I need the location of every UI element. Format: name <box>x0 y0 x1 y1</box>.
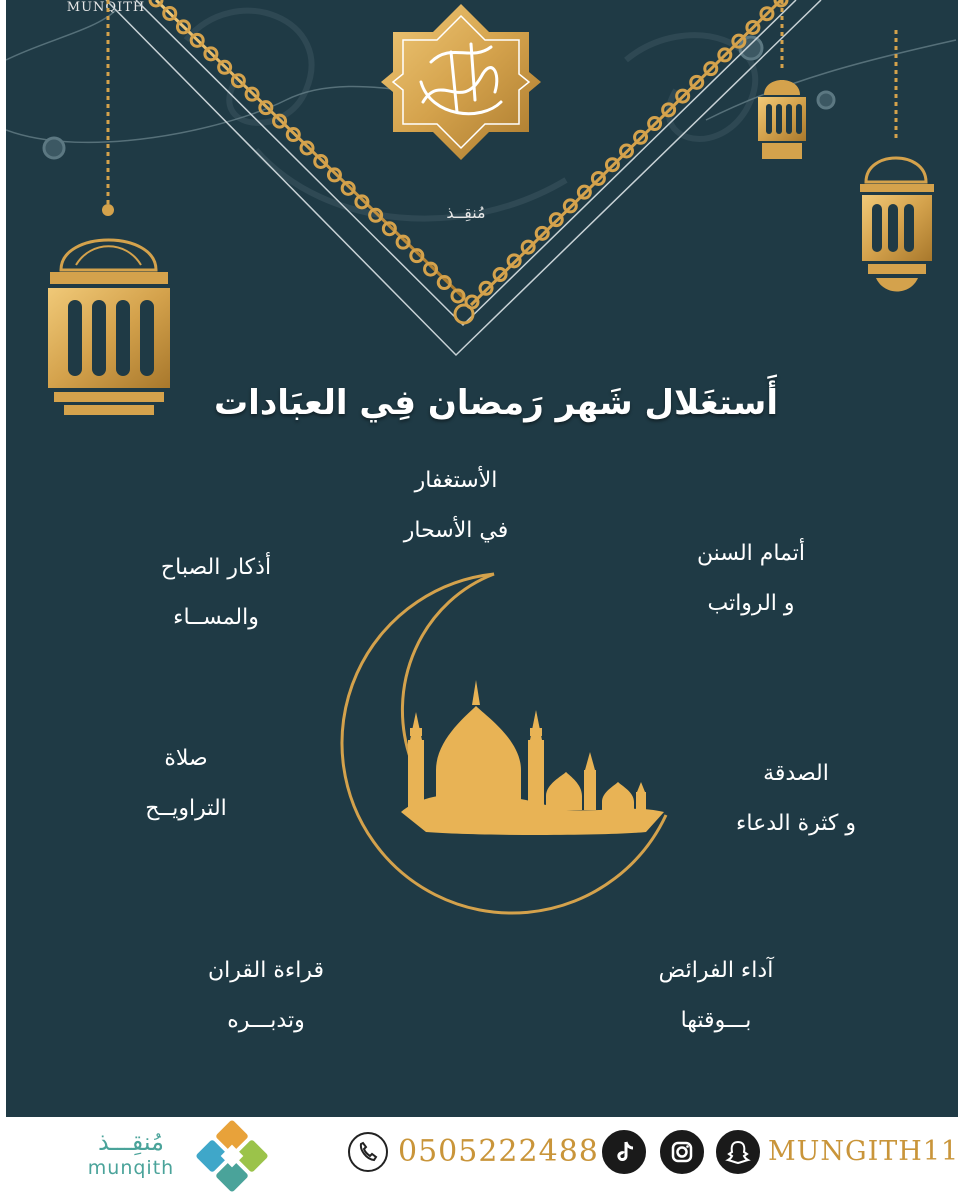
item-line-1: صلاة <box>164 746 208 771</box>
page-title: أَستغَلال شَهر رَمضان فِي العبَادات <box>214 383 778 423</box>
list-item <box>96 557 336 629</box>
list-item <box>66 748 306 820</box>
item-line-1: أذكار الصباح <box>160 555 272 580</box>
ramadan-emblem <box>381 4 541 160</box>
list-item <box>146 960 386 1032</box>
footer-logo-ar: مُنقِـــذ <box>98 1128 164 1156</box>
social-handle[interactable]: MUNGITH11 <box>768 1136 960 1167</box>
footer-logo-en: munqith <box>87 1157 175 1179</box>
lantern-right-icon <box>860 30 934 292</box>
munqith-logo-icon <box>196 1120 274 1192</box>
item-line-2: و كثرة الدعاء <box>736 811 856 836</box>
mosque-silhouette <box>401 680 664 835</box>
brand-name-ar: مُنقِــذ <box>446 203 486 222</box>
item-line-2: بـــوقتها <box>680 1008 752 1033</box>
tiktok-icon[interactable] <box>602 1130 646 1174</box>
item-line-1: الصدقة <box>763 761 829 786</box>
item-line-2: وتدبـــره <box>227 1008 305 1033</box>
item-line-2: و الرواتب <box>707 591 795 616</box>
list-item <box>676 763 916 835</box>
item-line-1: أتمام السنن <box>696 541 806 566</box>
list-item <box>336 470 576 542</box>
item-line-1: الأستغفار <box>414 468 498 493</box>
item-line-2: والمســاء <box>173 605 259 630</box>
item-line-2: في الأسحار <box>403 518 509 543</box>
list-item <box>631 543 871 615</box>
chain-pendant <box>455 305 473 323</box>
poster <box>6 0 958 1117</box>
phone-icon[interactable] <box>348 1132 388 1172</box>
item-line-1: آداء الفرائض <box>658 958 774 983</box>
lantern-left-icon <box>48 0 170 415</box>
list-item <box>596 960 836 1032</box>
phone-number[interactable]: 0505222488 <box>398 1134 599 1169</box>
item-line-2: التراويــح <box>145 796 227 821</box>
instagram-icon[interactable] <box>660 1130 704 1174</box>
brand-name-en: MUNQITH <box>66 0 146 15</box>
snapchat-icon[interactable] <box>716 1130 760 1174</box>
item-line-1: قراءة القران <box>208 958 324 983</box>
lantern-small-icon <box>758 0 806 159</box>
